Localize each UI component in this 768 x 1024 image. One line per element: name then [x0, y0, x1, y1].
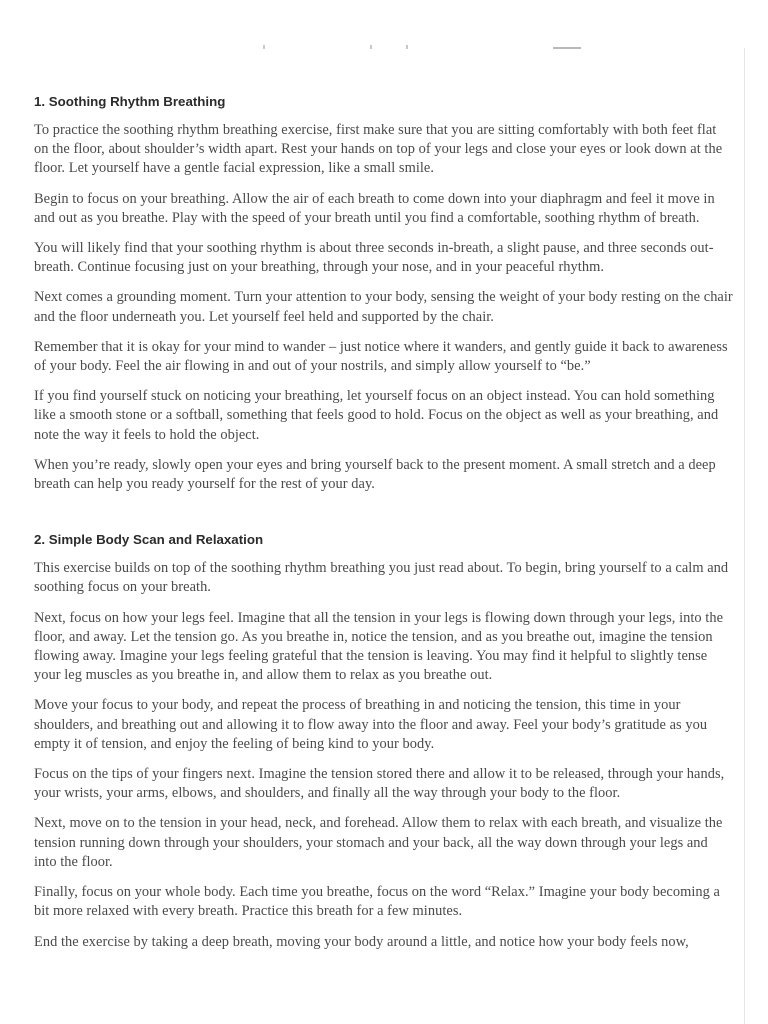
- section-heading: 2. Simple Body Scan and Relaxation: [34, 532, 264, 548]
- top-glyph-fragment: [370, 45, 372, 49]
- paragraph: End the exercise by taking a deep breath, moving your body around a little, and notice how your body feels now,: [34, 933, 689, 950]
- paragraph: Finally, focus on your whole body. Each time you breathe, focus on the word “Relax.” Imagine your body becoming a bit more relaxed with every breath. Practice this breath for a few minutes.: [34, 884, 720, 920]
- paragraph: If you find yourself stuck on noticing your breathing, let yourself focus on an object instead. You can hold something like a smooth stone or a softball, something that feels good to hold. Focus on the object as well as your breathing, and note the way it feels to hold the object.: [34, 388, 719, 443]
- paragraph: Next, focus on how your legs feel. Imagine that all the tension in your legs is flowing down through your legs, into the floor, and away. Let the tension go. As you breathe in, notice the tension, and as you breathe out, imagine the tension flowing away. Imagine your legs feeling grateful that the tension is leaving. You may find it helpful to slightly tense your leg muscles as you breathe in, and allow them to relax as you breathe out.: [34, 609, 724, 684]
- paragraph: You will likely find that your soothing rhythm is about three seconds in-breath, a slight pause, and three seconds out-breath. Continue focusing just on your breathing, through your nose, and in your peaceful rhythm.: [34, 240, 714, 276]
- paragraph: Move your focus to your body, and repeat the process of breathing in and noticing the tension, this time in your shoulders, and breathing out and allowing it to flow away into the floor and away. Feel your body’s gratitude as you empty it of tension, and enjoy the feeling of being kind to your body.: [34, 697, 708, 752]
- paragraph: Focus on the tips of your fingers next. Imagine the tension stored there and allow it to be released, through your hands, your wrists, your arms, elbows, and shoulders, and finally all the way through your body to the floor.: [34, 766, 725, 802]
- section-heading: 1. Soothing Rhythm Breathing: [34, 94, 226, 109]
- paragraph: Remember that it is okay for your mind to wander – just notice where it wanders, and gently guide it back to awareness of your body. Feel the air flowing in and out of your nostrils, and simply allow yourself to “be.”: [34, 338, 728, 375]
- paragraph: This exercise builds on top of the soothing rhythm breathing you just read about. To begin, bring yourself to a calm and soothing focus on your breath.: [34, 560, 729, 596]
- top-glyph-fragment: [406, 45, 408, 49]
- paragraph: Begin to focus on your breathing. Allow the air of each breath to come down into your diaphragm and feel it move in and out as you breathe. Play with the speed of your breath until you find a comfortable, soothing rhythm of breath.: [34, 190, 715, 226]
- article-body: [34, 90, 734, 963]
- paragraph: Next comes a grounding moment. Turn your attention to your body, sensing the weight of your body resting on the chair and the floor underneath you. Let yourself feel held and supported by the chair.: [34, 289, 733, 325]
- top-glyph-fragment: [263, 45, 265, 49]
- right-border-line: [744, 48, 745, 1024]
- paragraph: When you’re ready, slowly open your eyes and bring yourself back to the present moment. A small stretch and a deep breath can help you ready yourself for the rest of your day.: [34, 456, 716, 493]
- top-divider-fragment: [553, 47, 581, 49]
- paragraph: Next, move on to the tension in your head, neck, and forehead. Allow them to relax with each breath, and visualize the tension running down through your shoulders, your stomach and your back, all the way down through your legs and into the floor.: [34, 815, 723, 870]
- paragraph: To practice the soothing rhythm breathing exercise, first make sure that you are sitting comfortably with both feet flat on the floor, about shoulder’s width apart. Rest your hands on top of your legs and close your eyes or look down at the floor. Let yourself have a gentle facial expression, like a small smile.: [34, 122, 723, 177]
